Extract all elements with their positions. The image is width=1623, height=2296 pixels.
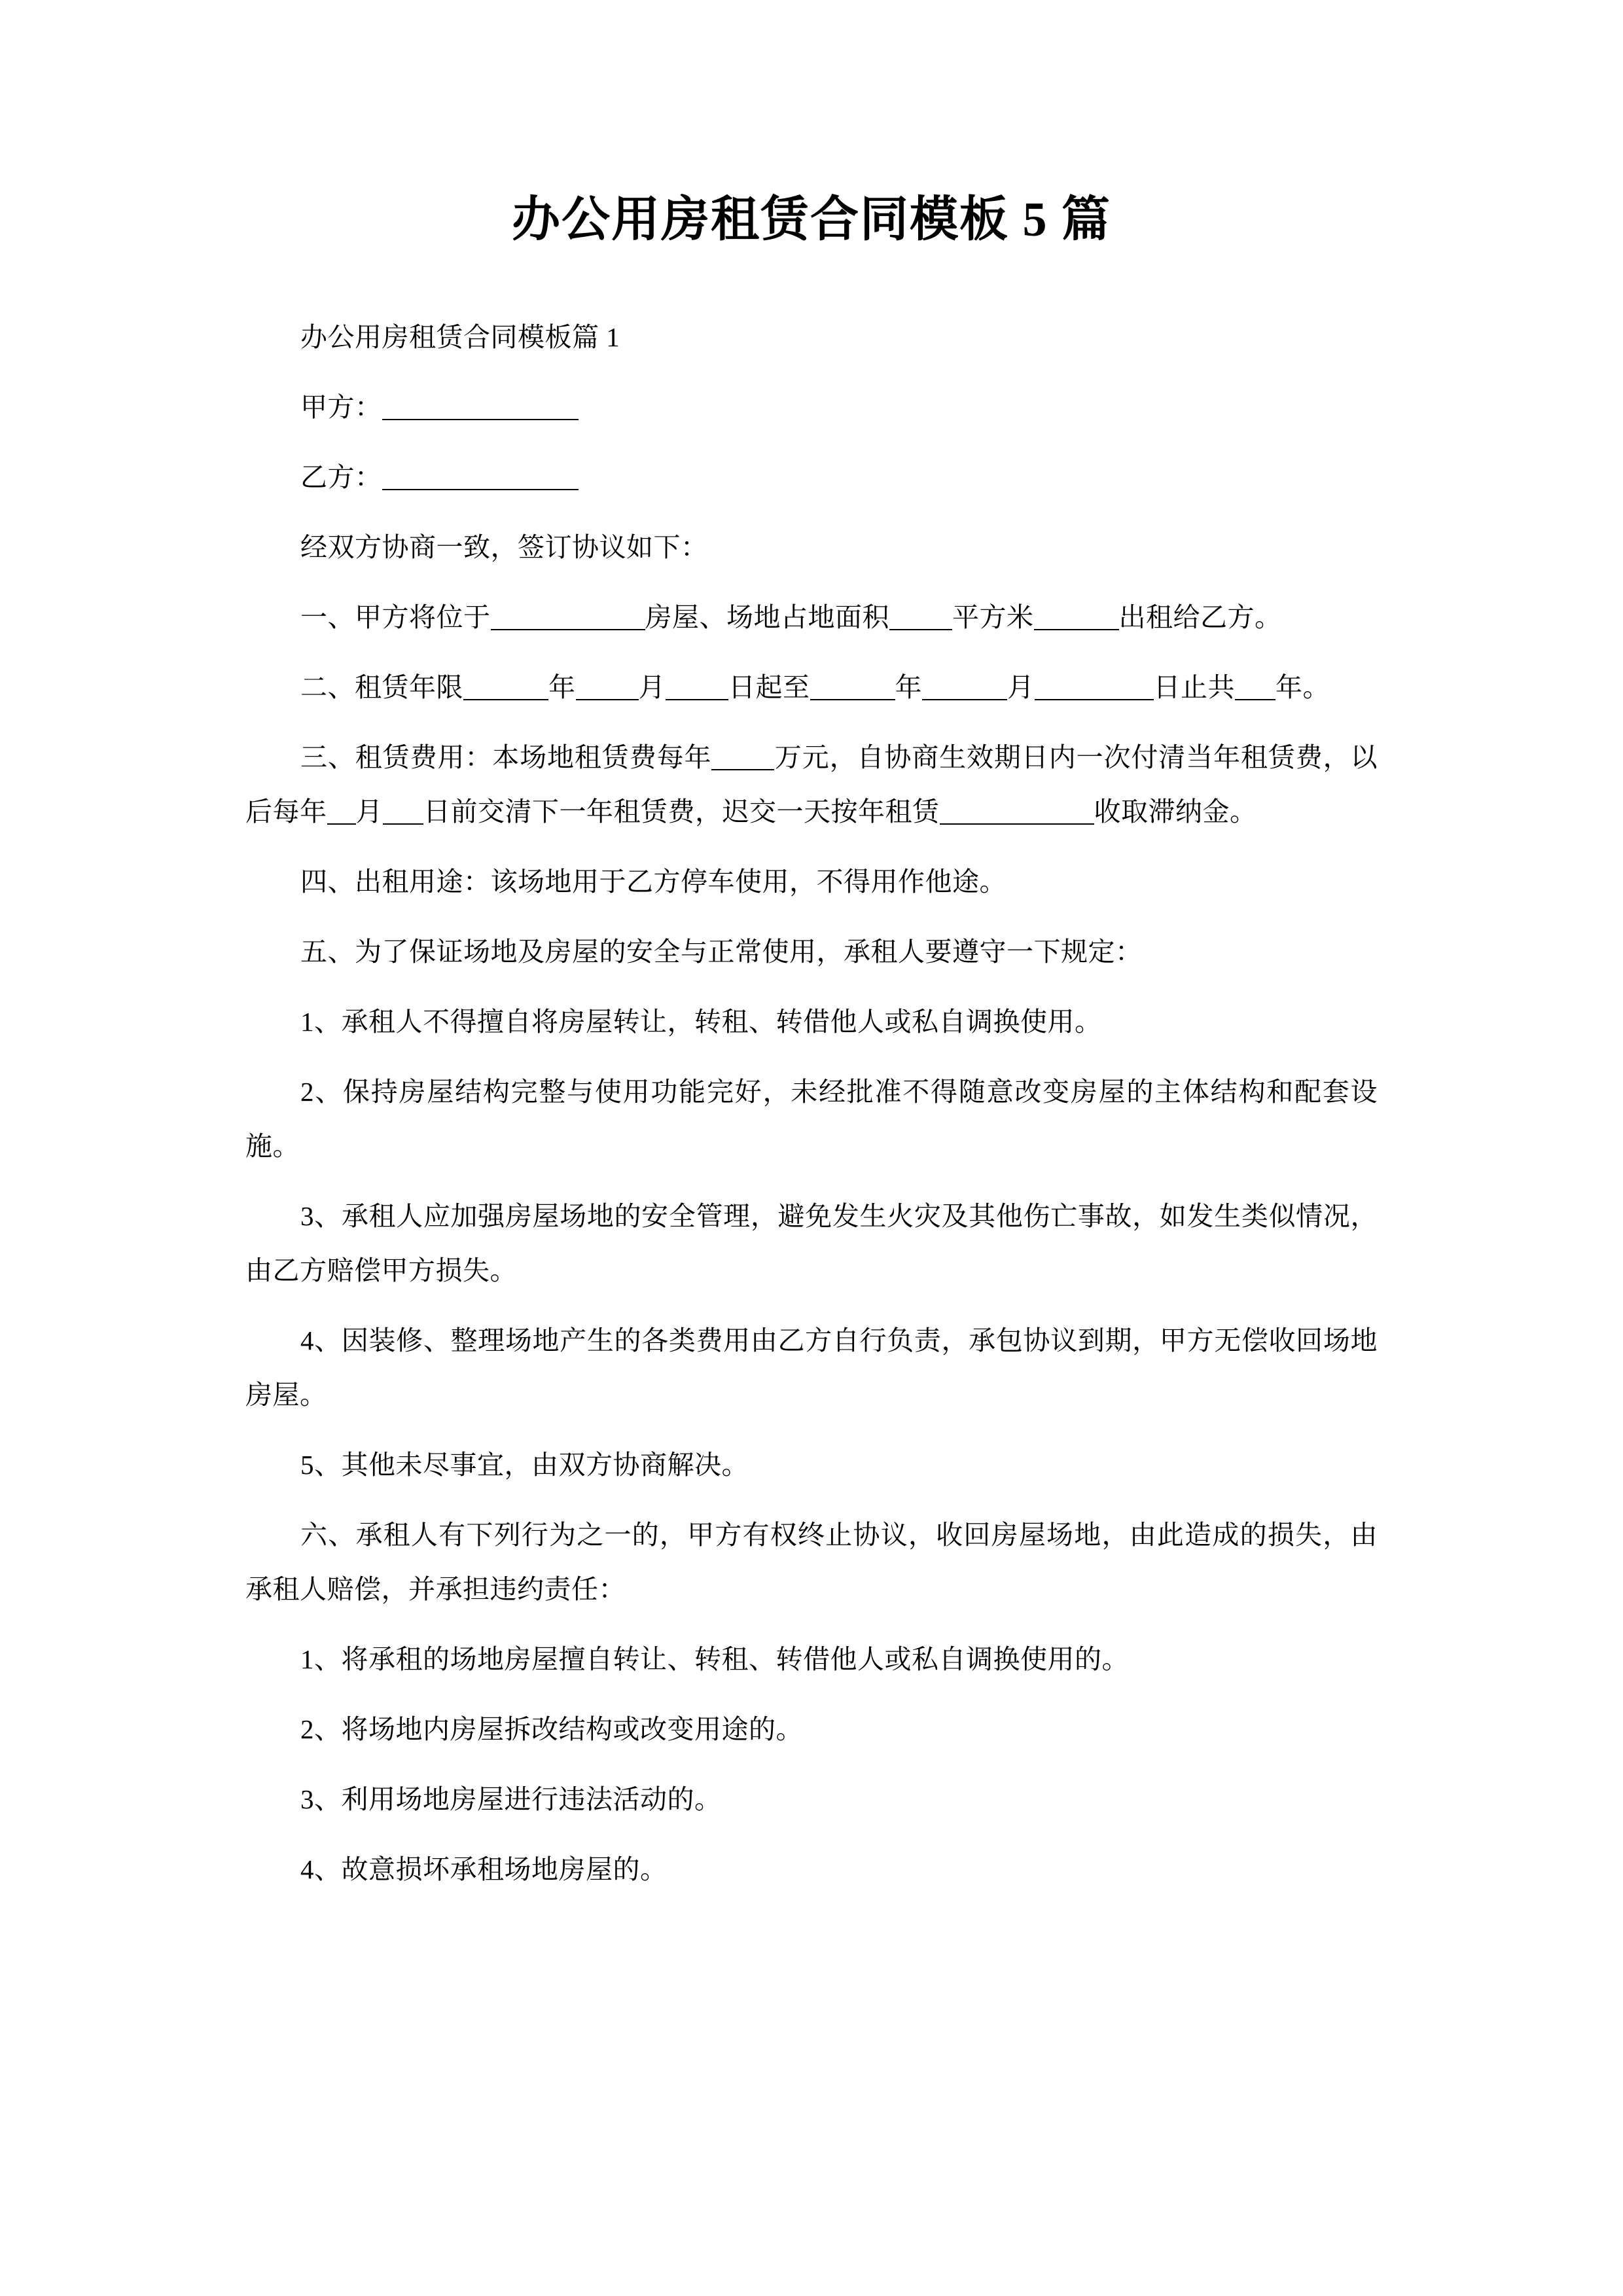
clause-one-blank-location[interactable] <box>491 628 645 630</box>
clause-one-part-2: 房屋、场地占地面积 <box>645 601 889 632</box>
clause-two-part-7: 日止共 <box>1153 672 1235 702</box>
clause-one-part-4: 出租给乙方。 <box>1118 601 1282 632</box>
clause-two-blank-end-year[interactable] <box>810 698 895 700</box>
breach-item: 1、将承租的场地房屋擅自转让、转租、转借他人或私自调换使用的。 <box>300 1643 1129 1674</box>
intro-paragraph: 经双方协商一致，签订协议如下： <box>300 531 708 562</box>
page-title: 办公用房租赁合同模板 5 篇 <box>512 193 1111 247</box>
clause-two-blank-start-day[interactable] <box>666 698 728 700</box>
clause-one <box>245 590 1378 645</box>
clause-three-blank-day[interactable] <box>383 823 423 825</box>
clause-two-part-1: 二、租赁年限 <box>300 672 463 702</box>
clause-three-part-4: 日前交清下一年租赁费，迟交一天按年租赁 <box>423 796 940 827</box>
clause-two-part-5: 年 <box>895 672 922 702</box>
clause-two-blank-total-years[interactable] <box>1235 698 1275 700</box>
clause-one-blank-extra[interactable] <box>1034 628 1119 630</box>
clause-three-part-2: 万元，自协商生效期日内一次付清当年租赁费，以后每年 <box>245 742 1378 827</box>
clause-two-part-4: 日起至 <box>728 672 810 702</box>
clause-two-part-6: 月 <box>1007 672 1035 702</box>
clause-two-blank-start-year[interactable] <box>463 698 548 700</box>
breach-item: 3、利用场地房屋进行违法活动的。 <box>300 1784 722 1814</box>
clause-three <box>245 730 1378 839</box>
clause-two-blank-end-month[interactable] <box>922 698 1007 700</box>
clause-two-part-3: 月 <box>638 672 666 702</box>
clause-one-part-3: 平方米 <box>952 601 1034 632</box>
clause-three-blank-penalty[interactable] <box>940 823 1094 825</box>
rule-item: 2、保持房屋结构完整与使用功能完好，未经批准不得随意改变房屋的主体结构和配套设施。 <box>245 1076 1378 1161</box>
rule-item: 1、承租人不得擅自将房屋转让，转租、转借他人或私自调换使用。 <box>300 1006 1102 1037</box>
rule-item: 3、承租人应加强房屋场地的安全管理，避免发生火灾及其他伤亡事故，如发生类似情况，由乙方赔偿甲方损失。 <box>245 1200 1378 1285</box>
party-b-blank[interactable] <box>382 488 579 490</box>
party-a-blank[interactable] <box>382 418 579 420</box>
breach-item: 2、将场地内房屋拆改结构或改变用途的。 <box>300 1713 803 1744</box>
party-b-label: 乙方： <box>300 461 382 492</box>
clause-six: 六、承租人有下列行为之一的，甲方有权终止协议，收回房屋场地，由此造成的损失，由承租人赔偿，并承担违约责任： <box>245 1519 1378 1604</box>
rule-item: 4、因装修、整理场地产生的各类费用由乙方自行负责，承包协议到期，甲方无偿收回场地房屋。 <box>245 1325 1378 1410</box>
clause-four: 四、出租用途：该场地用于乙方停车使用，不得用作他途。 <box>300 866 1007 897</box>
rule-item: 5、其他未尽事宜，由双方协商解决。 <box>300 1449 749 1480</box>
document-body <box>245 253 1378 1897</box>
document-content <box>245 0 1378 1897</box>
clause-two-part-8: 年。 <box>1275 672 1330 702</box>
party-a-line <box>245 380 1378 435</box>
clause-three-part-3: 月 <box>355 796 383 827</box>
clause-five: 五、为了保证场地及房屋的安全与正常使用，承租人要遵守一下规定： <box>300 936 1143 967</box>
clause-one-part-1: 一、甲方将位于 <box>300 601 491 632</box>
clause-one-blank-area[interactable] <box>889 628 952 630</box>
party-b-line <box>245 450 1378 505</box>
clause-three-blank-amount[interactable] <box>711 768 774 770</box>
clause-three-part-1: 三、租赁费用：本场地租赁费每年 <box>300 742 712 772</box>
clause-two-blank-end-day[interactable] <box>1035 698 1154 700</box>
breach-item: 4、故意损坏承租场地房屋的。 <box>300 1854 668 1884</box>
subheading: 办公用房租赁合同模板篇 1 <box>300 321 620 352</box>
clause-three-blank-month[interactable] <box>327 823 356 825</box>
clause-two-blank-start-month[interactable] <box>576 698 639 700</box>
clause-three-part-5: 收取滞纳金。 <box>1094 796 1257 827</box>
clause-two <box>245 660 1378 715</box>
clause-two-part-2: 年 <box>548 672 576 702</box>
party-a-label: 甲方： <box>300 391 382 422</box>
